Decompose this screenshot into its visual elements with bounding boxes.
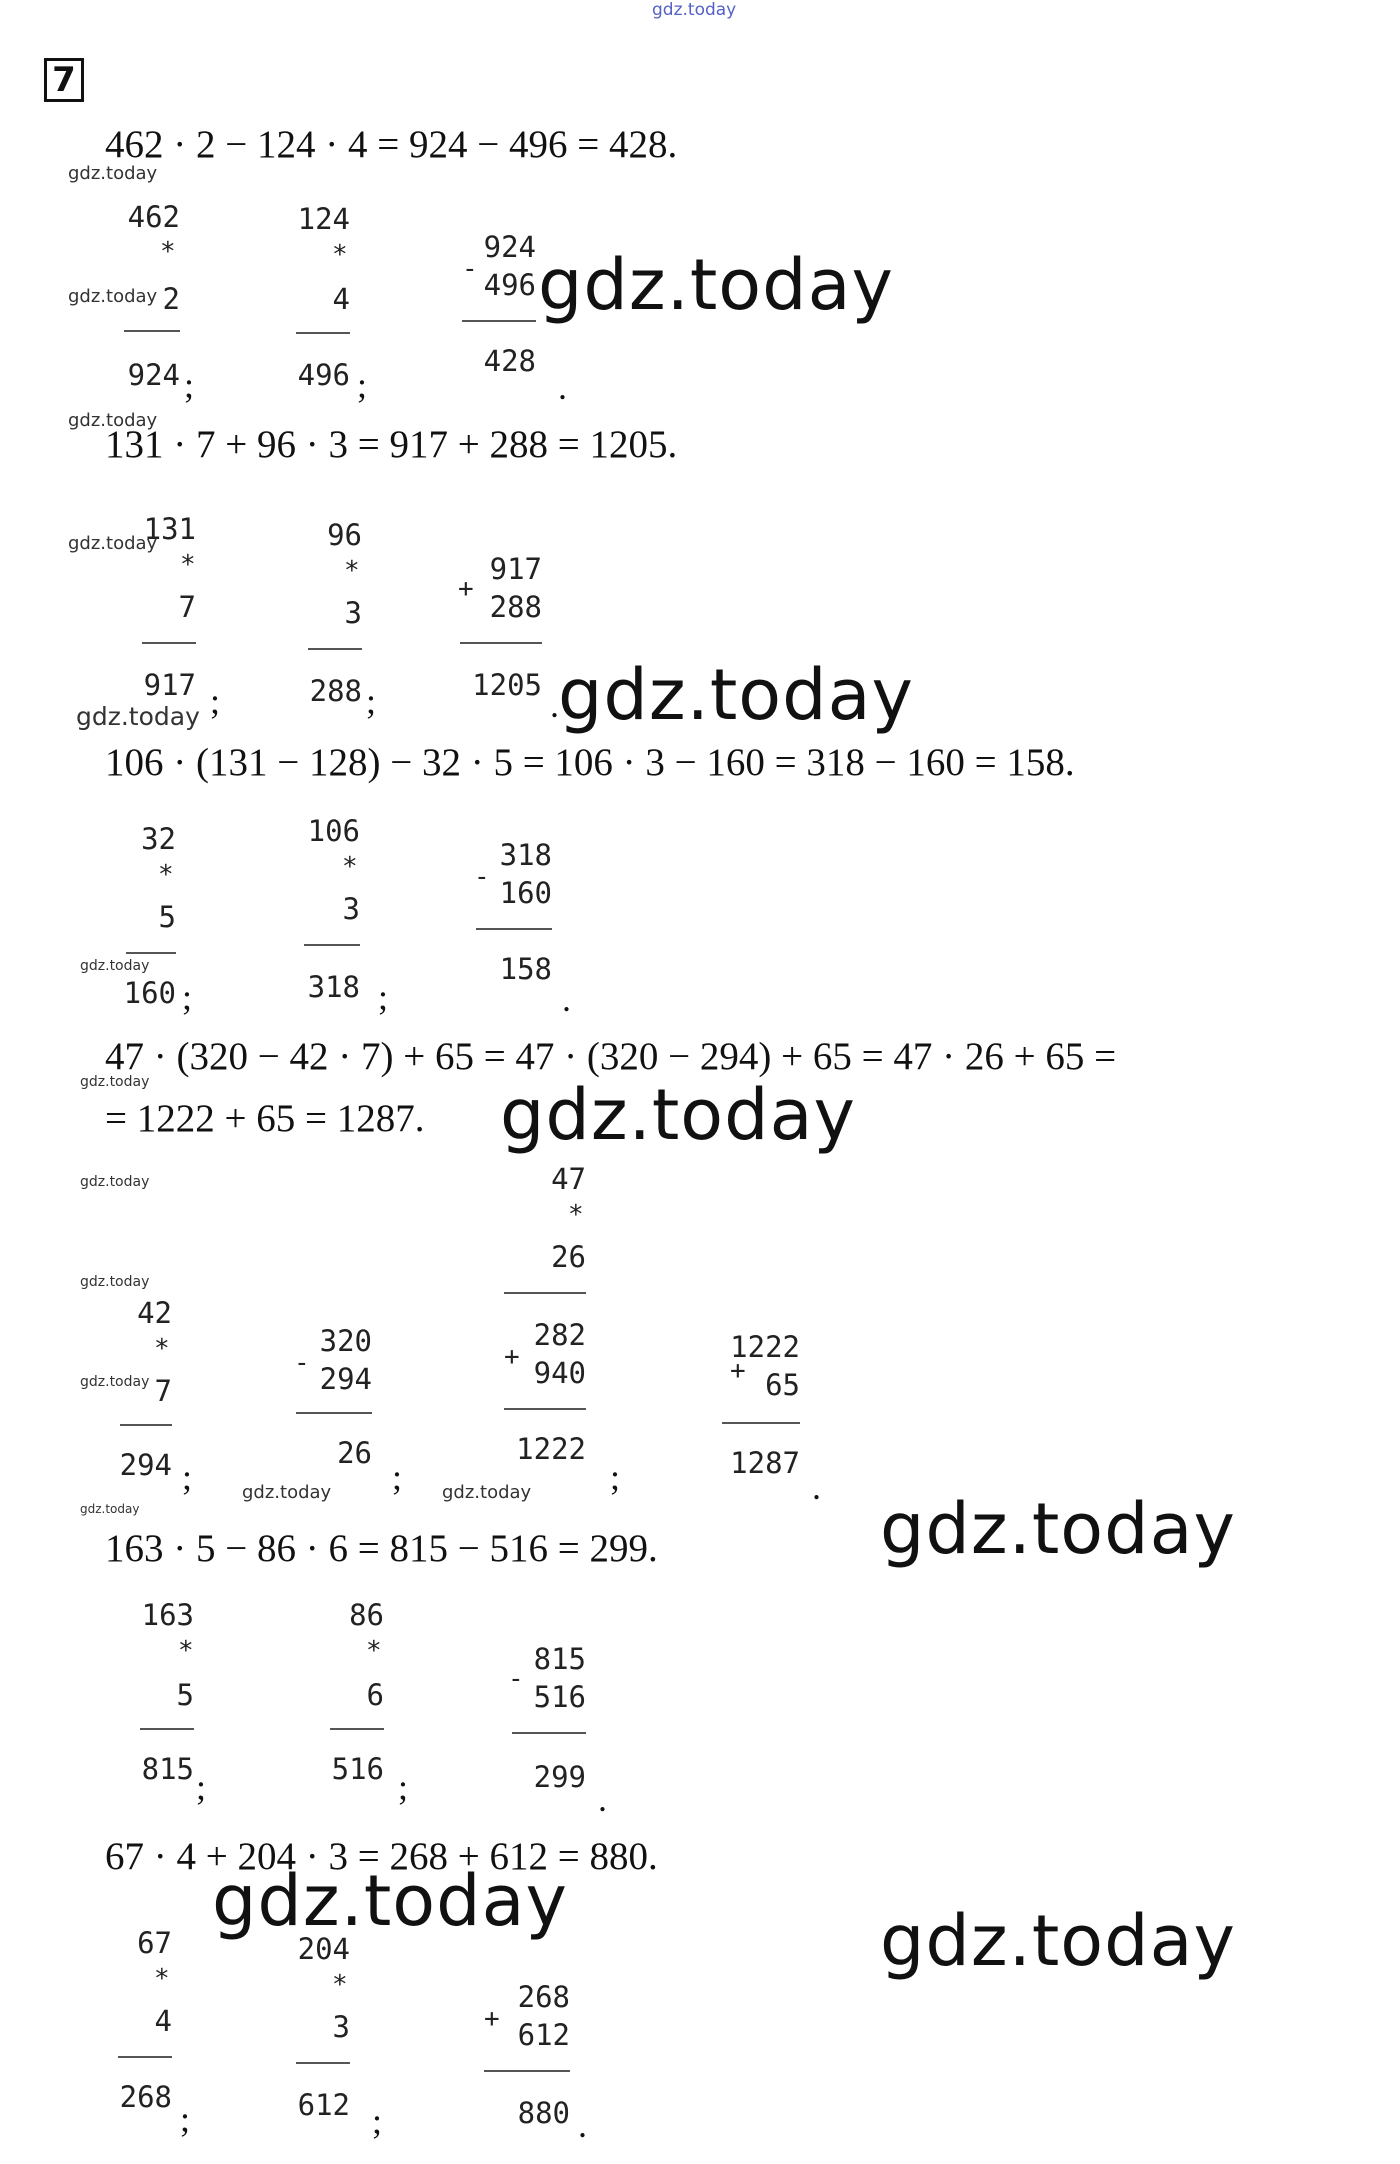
- col-5b-bottom: 6: [366, 1678, 384, 1712]
- col-6c-result: 880: [517, 2096, 570, 2130]
- col-6a-result: 268: [119, 2080, 172, 2114]
- col-4b-bottom: 294: [319, 1362, 372, 1396]
- watermark: gdz.today: [880, 1900, 1236, 1982]
- task-number: 7: [44, 58, 84, 102]
- watermark: gdz.today: [68, 163, 158, 184]
- col-5a-bottom: 5: [176, 1678, 194, 1712]
- watermark: gdz.today: [880, 1488, 1236, 1570]
- col-5b-rule: [330, 1728, 384, 1730]
- watermark: gdz.today: [80, 1502, 140, 1516]
- semicolon: ;: [182, 977, 193, 1017]
- watermark: gdz.today: [76, 702, 200, 731]
- col-4m-partial-1: 282: [533, 1318, 586, 1352]
- period: .: [598, 1779, 607, 1819]
- col-1a-mul: *: [160, 237, 176, 267]
- col-6c-bottom: 612: [517, 2018, 570, 2052]
- semicolon: ;: [184, 365, 195, 405]
- col-2a-top: 131: [143, 512, 196, 546]
- col-1a-top: 462: [127, 200, 180, 234]
- equation-2: 131 · 7 + 96 · 3 = 917 + 288 = 1205.: [105, 423, 678, 466]
- col-5b-mul: *: [366, 1636, 382, 1666]
- col-3b-mul: *: [342, 852, 358, 882]
- semicolon: ;: [210, 681, 221, 721]
- col-5a-mul: *: [178, 1636, 194, 1666]
- col-3b-rule: [304, 944, 360, 946]
- watermark: gdz.today: [80, 958, 150, 974]
- semicolon: ;: [196, 1767, 207, 1807]
- col-4m-rule-2: [504, 1408, 586, 1410]
- col-4m-top: 47: [551, 1162, 586, 1196]
- col-1b-top: 124: [297, 202, 350, 236]
- watermark: gdz.today: [68, 533, 158, 554]
- semicolon: ;: [182, 1457, 193, 1497]
- semicolon: ;: [372, 2101, 383, 2141]
- col-2b-mul: *: [344, 556, 360, 586]
- col-1a-rule: [124, 330, 180, 332]
- col-2c-top: 917: [489, 552, 542, 586]
- col-4m-mul: *: [568, 1200, 584, 1230]
- col-2b-result: 288: [309, 674, 362, 708]
- col-4m-plus: +: [504, 1342, 520, 1372]
- watermark: gdz.today: [538, 244, 894, 326]
- semicolon: ;: [180, 2099, 191, 2139]
- col-1c-minus: -: [462, 254, 478, 284]
- semicolon: ;: [378, 977, 389, 1017]
- period: .: [812, 1467, 821, 1507]
- col-3c-minus: -: [474, 862, 490, 892]
- col-1a-bottom: 2: [162, 282, 180, 316]
- col-2a-result: 917: [143, 668, 196, 702]
- col-3a-result: 160: [123, 976, 176, 1010]
- col-4c-result: 1287: [730, 1446, 800, 1480]
- col-2c-rule: [460, 642, 542, 644]
- watermark: gdz.today: [212, 1860, 568, 1942]
- semicolon: ;: [392, 1457, 403, 1497]
- col-2b-rule: [308, 648, 362, 650]
- col-1c-top: 924: [483, 230, 536, 264]
- col-2b-bottom: 3: [344, 596, 362, 630]
- col-2a-mul: *: [180, 550, 196, 580]
- col-2b-top: 96: [327, 518, 362, 552]
- period: .: [558, 367, 567, 407]
- col-1c-rule: [462, 320, 536, 322]
- col-4a-bottom: 7: [154, 1374, 172, 1408]
- semicolon: ;: [398, 1767, 409, 1807]
- col-4a-rule: [120, 1424, 172, 1426]
- equation-1: 462 · 2 − 124 · 4 = 924 − 496 = 428.: [105, 123, 678, 166]
- col-4c-plus: +: [730, 1356, 746, 1386]
- col-4c-rule: [722, 1422, 800, 1424]
- equation-3: 106 · (131 − 128) − 32 · 5 = 106 · 3 − 160 = 318 − 160 = 158.: [105, 741, 1075, 784]
- col-4b-minus: -: [294, 1348, 310, 1378]
- watermark: gdz.today: [80, 1374, 150, 1390]
- semicolon: ;: [366, 681, 377, 721]
- col-3c-rule: [476, 928, 552, 930]
- col-3c-top: 318: [499, 838, 552, 872]
- period: .: [578, 2105, 587, 2145]
- col-4a-result: 294: [119, 1448, 172, 1482]
- col-1a-result: 924: [127, 358, 180, 392]
- col-6b-mul: *: [332, 1970, 348, 2000]
- col-5c-top: 815: [533, 1642, 586, 1676]
- watermark: gdz.today: [80, 1274, 150, 1290]
- semicolon: ;: [610, 1457, 621, 1497]
- col-4c-top: 1222: [730, 1330, 800, 1364]
- col-4a-mul: *: [154, 1334, 170, 1364]
- col-4a-top: 42: [137, 1296, 172, 1330]
- watermark: gdz.today: [80, 1074, 150, 1090]
- watermark: gdz.today: [68, 410, 158, 431]
- col-6a-rule: [118, 2056, 172, 2058]
- col-4m-rule: [504, 1292, 586, 1294]
- col-2a-rule: [142, 642, 196, 644]
- col-2c-bottom: 288: [489, 590, 542, 624]
- col-5a-top: 163: [141, 1598, 194, 1632]
- equation-6: 67 · 4 + 204 · 3 = 268 + 612 = 880.: [105, 1835, 658, 1878]
- equation-4-line-2: = 1222 + 65 = 1287.: [105, 1097, 425, 1140]
- watermark: gdz.today: [80, 1174, 150, 1190]
- watermark: gdz.today: [558, 654, 914, 736]
- col-4m-result: 1222: [516, 1432, 586, 1466]
- col-3b-bottom: 3: [342, 892, 360, 926]
- col-4m-bottom: 26: [551, 1240, 586, 1274]
- col-3b-result: 318: [307, 970, 360, 1004]
- semicolon: ;: [357, 365, 368, 405]
- period: .: [550, 685, 559, 725]
- col-5b-result: 516: [331, 1752, 384, 1786]
- col-3a-rule: [126, 952, 176, 954]
- col-6b-top: 204: [297, 1932, 350, 1966]
- col-1c-result: 428: [483, 344, 536, 378]
- equation-5: 163 · 5 − 86 · 6 = 815 − 516 = 299.: [105, 1527, 658, 1570]
- col-1b-rule: [296, 332, 350, 334]
- watermark: gdz.today: [68, 286, 158, 307]
- col-1b-result: 496: [297, 358, 350, 392]
- col-6c-rule: [484, 2070, 570, 2072]
- col-1b-bottom: 4: [332, 282, 350, 316]
- col-5c-minus: -: [508, 1664, 524, 1694]
- col-2a-bottom: 7: [178, 590, 196, 624]
- equation-4-line-1: 47 · (320 − 42 · 7) + 65 = 47 · (320 − 294) + 65 = 47 · 26 + 65 =: [105, 1035, 1117, 1078]
- col-6b-result: 612: [297, 2088, 350, 2122]
- col-4m-partial-2: 940: [533, 1356, 586, 1390]
- col-4c-bottom: 65: [765, 1368, 800, 1402]
- col-4b-rule: [296, 1412, 372, 1414]
- col-3b-top: 106: [307, 814, 360, 848]
- col-1c-bottom: 496: [483, 268, 536, 302]
- col-2c-result: 1205: [472, 668, 542, 702]
- col-3c-bottom: 160: [499, 876, 552, 910]
- col-6a-bottom: 4: [154, 2004, 172, 2038]
- col-6a-mul: *: [154, 1964, 170, 1994]
- period: .: [562, 979, 571, 1019]
- watermark: gdz.today: [442, 1482, 532, 1503]
- col-3a-mul: *: [158, 860, 174, 890]
- col-4b-result: 26: [337, 1436, 372, 1470]
- col-5b-top: 86: [349, 1598, 384, 1632]
- col-6a-top: 67: [137, 1926, 172, 1960]
- col-6c-top: 268: [517, 1980, 570, 2014]
- watermark: gdz.today: [242, 1482, 332, 1503]
- watermark-top: gdz.today: [652, 0, 737, 20]
- col-3a-top: 32: [141, 822, 176, 856]
- col-3a-bottom: 5: [158, 900, 176, 934]
- col-5a-result: 815: [141, 1752, 194, 1786]
- watermark: gdz.today: [500, 1074, 856, 1156]
- col-2c-plus: +: [458, 574, 474, 604]
- col-6b-bottom: 3: [332, 2010, 350, 2044]
- col-5c-result: 299: [533, 1760, 586, 1794]
- col-4b-top: 320: [319, 1324, 372, 1358]
- col-5c-rule: [512, 1732, 586, 1734]
- col-1b-mul: *: [332, 240, 348, 270]
- col-5c-bottom: 516: [533, 1680, 586, 1714]
- col-3c-result: 158: [499, 952, 552, 986]
- col-6c-plus: +: [484, 2004, 500, 2034]
- col-5a-rule: [140, 1728, 194, 1730]
- col-6b-rule: [296, 2062, 350, 2064]
